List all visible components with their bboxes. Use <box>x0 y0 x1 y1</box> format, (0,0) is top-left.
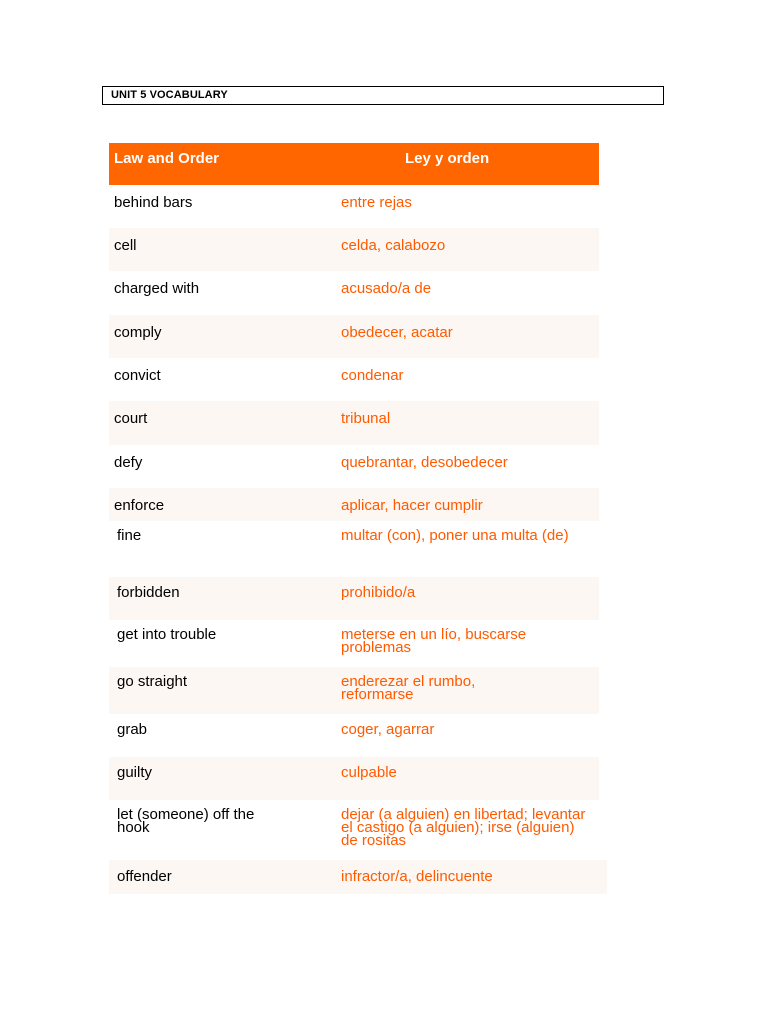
table-row <box>109 714 599 757</box>
term: behind bars <box>114 194 193 211</box>
table-row <box>109 271 599 315</box>
translation: prohibido/a <box>341 584 416 601</box>
term: enforce <box>114 497 165 514</box>
translation: entre rejas <box>341 194 412 211</box>
term: guilty <box>117 764 153 781</box>
translation: obedecer, acatar <box>341 324 453 341</box>
translation: culpable <box>341 764 397 781</box>
translation: coger, agarrar <box>341 721 435 738</box>
header-spanish: Ley y orden <box>405 150 490 167</box>
table-row <box>109 315 599 358</box>
translation: dejar (a alguien) en libertad; levantar el castigo (a alguien); irse (alguien) de rositas <box>341 806 586 849</box>
table-row <box>109 521 599 577</box>
table-row <box>109 800 599 860</box>
translation: condenar <box>341 367 404 384</box>
term: get into trouble <box>117 626 217 643</box>
term: go straight <box>117 673 188 690</box>
table-row <box>109 358 599 401</box>
table-row <box>109 620 599 667</box>
translation: quebrantar, desobedecer <box>341 454 508 471</box>
term: let (someone) off the hook <box>117 806 255 836</box>
table-row <box>109 185 599 228</box>
translation: tribunal <box>341 410 391 427</box>
translation: infractor/a, delincuente <box>341 868 493 885</box>
term: forbidden <box>117 584 180 601</box>
term: defy <box>114 454 143 471</box>
translation: multar (con), poner una multa (de) <box>341 527 569 544</box>
header-english: Law and Order <box>114 150 220 167</box>
table-row <box>109 577 599 620</box>
term: charged with <box>114 280 200 297</box>
translation: celda, calabozo <box>341 237 446 254</box>
table-row <box>109 401 599 445</box>
translation: meterse en un lío, buscarse problemas <box>341 626 527 656</box>
table-row <box>109 228 599 271</box>
translation: enderezar el rumbo, reformarse <box>341 673 476 703</box>
term: grab <box>117 721 148 738</box>
translation: acusado/a de <box>341 280 432 297</box>
table-row <box>109 488 599 521</box>
table-row <box>109 860 607 894</box>
unit-title: UNIT 5 VOCABULARY <box>102 86 664 105</box>
term: comply <box>114 324 162 341</box>
term: offender <box>117 868 172 885</box>
term: fine <box>117 527 142 544</box>
term: cell <box>114 237 137 254</box>
table-row <box>109 757 599 800</box>
term: court <box>114 410 148 427</box>
vocabulary-table <box>109 143 599 894</box>
translation: aplicar, hacer cumplir <box>341 497 483 514</box>
table-header <box>109 143 599 185</box>
table-row <box>109 445 599 488</box>
table-row <box>109 667 599 714</box>
term: convict <box>114 367 161 384</box>
